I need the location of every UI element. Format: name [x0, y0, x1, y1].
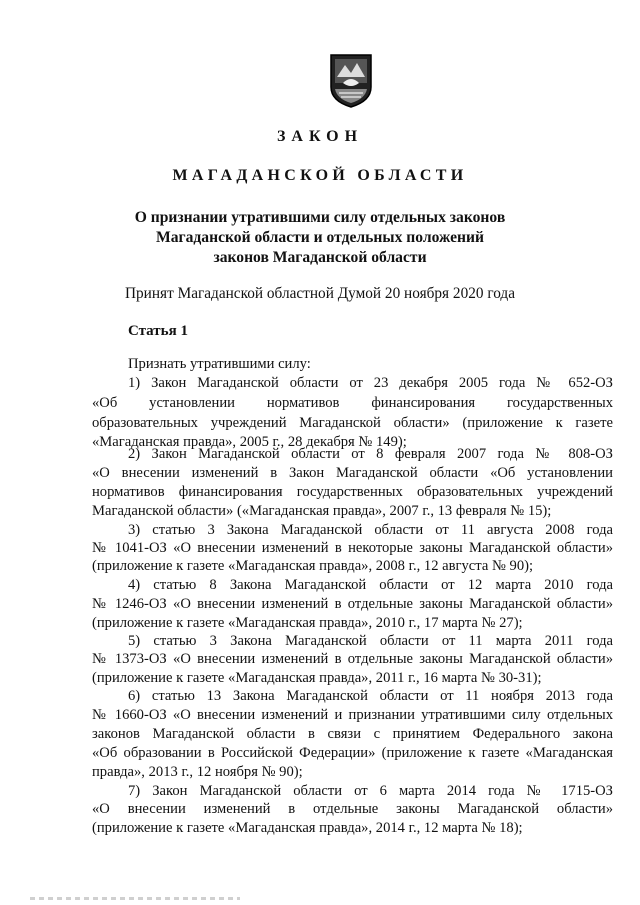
body-line: № 1660-ОЗ «О внесении изменений и признании утратившими силу отдельных: [92, 707, 613, 723]
body-line: 7) Закон Магаданской области от 6 марта 2014 года № 1715-ОЗ: [128, 783, 613, 799]
body-line: Признать утратившими силу:: [128, 356, 311, 372]
body-line: 4) статью 8 Закона Магаданской области от 12 марта 2010 года: [128, 577, 613, 593]
adoption-note: Принят Магаданской областной Думой 20 ноября 2020 года: [124, 285, 516, 302]
body-line: (приложение к газете «Магаданская правда», 2011 г., 16 марта № 30-31);: [92, 670, 542, 686]
coat-of-arms-icon: [329, 53, 373, 109]
scan-artifact: [30, 897, 240, 900]
article-heading: Статья 1: [128, 323, 188, 339]
body-line: образовательных учреждений Магаданской области» (приложение к газете: [92, 415, 613, 431]
body-line: Магаданской области» («Магаданская правда», 2007 г., 13 февраля № 15);: [92, 503, 552, 519]
body-line: (приложение к газете «Магаданская правда», 2014 г., 12 марта № 18);: [92, 820, 523, 836]
body-line: «О внесении изменений в отдельные законы Магаданской области»: [92, 801, 613, 817]
region-name: МАГАДАНСКОЙ ОБЛАСТИ: [172, 167, 468, 184]
body-line: 5) статью 3 Закона Магаданской области от 11 марта 2011 года: [128, 633, 613, 649]
body-line: «Об установлении нормативов финансирования государственных: [92, 395, 613, 411]
subject-line-1: О признании утратившими силу отдельных законов: [134, 209, 506, 226]
body-line: № 1041-ОЗ «О внесении изменений в некоторые законы Магаданской области»: [92, 540, 613, 556]
body-line: 1) Закон Магаданской области от 23 декабря 2005 года № 652-ОЗ: [128, 375, 613, 391]
body-line: (приложение к газете «Магаданская правда», 2008 г., 12 августа № 90);: [92, 558, 534, 574]
body-line: законов Магаданской области в связи с принятием Федерального закона: [92, 726, 613, 742]
body-line: «Об образовании в Российской Федерации» (приложение к газете «Магаданская: [92, 745, 613, 761]
body-line: 6) статью 13 Закона Магаданской области от 11 ноября 2013 года: [128, 688, 613, 704]
subject-line-2: Магаданской области и отдельных положений: [156, 229, 484, 246]
body-line: № 1246-ОЗ «О внесении изменений в отдельные законы Магаданской области»: [92, 596, 613, 612]
body-line: № 1373-ОЗ «О внесении изменений в отдельные законы Магаданской области»: [92, 651, 613, 667]
subject-line-3: законов Магаданской области: [213, 249, 427, 266]
body-line: нормативов финансирования государственных образовательных учреждений: [92, 484, 613, 500]
body-line: правда», 2013 г., 12 ноября № 90);: [92, 764, 303, 780]
body-line: «Магаданская правда», 2005 г., 28 декабря № 149);: [92, 434, 407, 450]
body-line: «О внесении изменений в Закон Магаданской области «Об установлении: [92, 465, 613, 481]
body-line: 3) статью 3 Закона Магаданской области от 11 августа 2008 года: [128, 522, 613, 538]
body-line: 2) Закон Магаданской области от 8 февраля 2007 года № 808-ОЗ: [128, 446, 613, 462]
body-line: (приложение к газете «Магаданская правда», 2010 г., 17 марта № 27);: [92, 615, 523, 631]
document-title: ЗАКОН: [276, 128, 364, 145]
